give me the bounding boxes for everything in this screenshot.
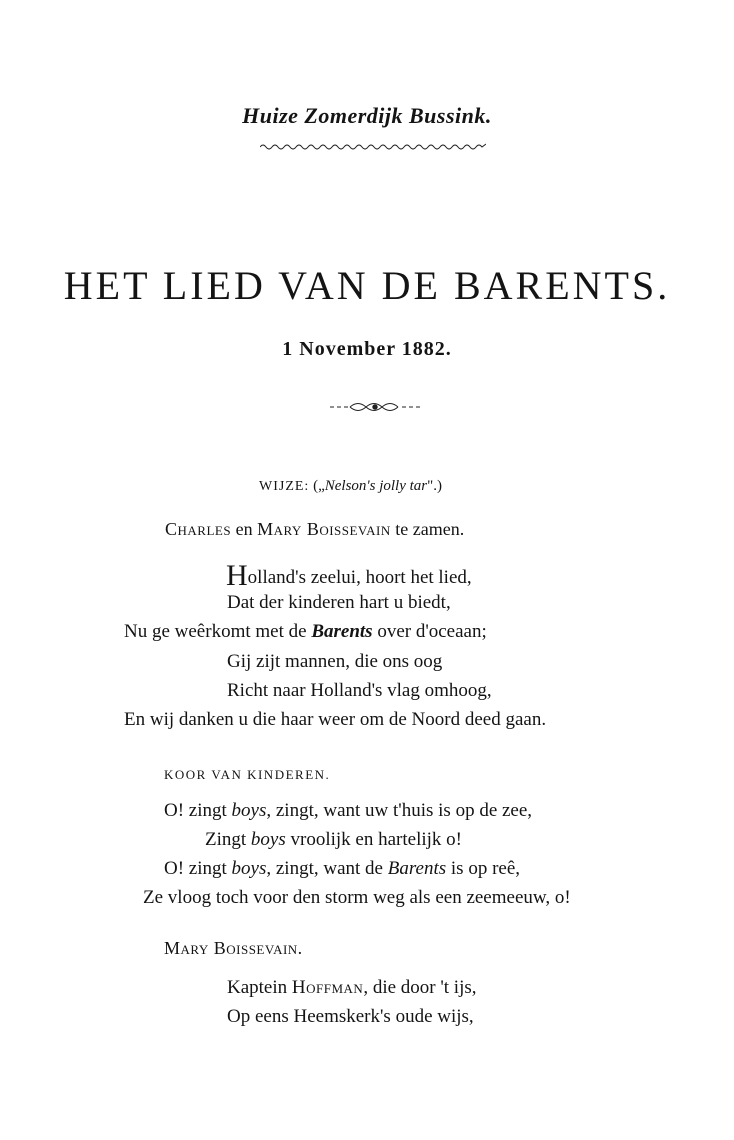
singers-heading — [165, 519, 464, 540]
chorus-line — [164, 800, 532, 822]
chorus-text: vroolijk en hartelijk o! — [285, 829, 462, 850]
verse-line — [124, 621, 487, 643]
ship-name: Barents — [311, 621, 373, 642]
verse-text: over d'oceaan; — [372, 621, 487, 642]
captain-name: Hoffman — [291, 977, 364, 998]
verse-line — [227, 977, 477, 999]
wavy-rule-ornament — [260, 142, 486, 152]
singers-rest: te zamen. — [390, 519, 465, 539]
verse-text: Nu ge weêrkomt met de — [124, 621, 312, 642]
house-heading: Huize Zomerdijk Bussink. — [242, 103, 492, 128]
ship-name: Barents — [387, 858, 447, 879]
verse-line: Gij zijt mannen, die ons oog — [227, 651, 443, 672]
tune-open-paren: („ — [313, 478, 325, 494]
tune-name: Nelson's jolly tar — [324, 478, 428, 494]
verse-text: , die door 't ijs, — [363, 977, 477, 998]
chorus-text: O! zingt — [164, 800, 232, 821]
chorus-line — [205, 829, 462, 851]
emphasis-word: boys — [231, 800, 267, 821]
flourish-ornament — [328, 398, 422, 416]
chorus-heading: KOOR VAN KINDEREN. — [164, 767, 331, 782]
verse-line — [226, 559, 472, 593]
singer-name: Charles — [165, 519, 232, 539]
emphasis-word: boys — [250, 829, 286, 850]
singer-name: Mary Boissevain — [257, 519, 391, 539]
chorus-text: is op reê, — [446, 858, 521, 879]
drop-initial: H — [226, 559, 248, 592]
verse-text: olland's zeelui, hoort het lied, — [247, 567, 472, 588]
tune-close-paren: ".) — [427, 478, 442, 494]
chorus-line: Ze vloog toch voor den storm weg als een zeemeeuw, o! — [143, 887, 571, 908]
tune-label: WIJZE: — [259, 479, 310, 494]
singer-heading: Mary Boissevain. — [164, 938, 303, 958]
verse-line: Op eens Heemskerk's oude wijs, — [227, 1006, 474, 1027]
singers-conj: en — [231, 519, 258, 539]
verse-line: Richt naar Holland's vlag omhoog, — [227, 680, 492, 701]
tune-line — [259, 478, 442, 495]
emphasis-word: boys — [231, 858, 267, 879]
song-title: HET LIED VAN DE BARENTS. — [63, 263, 671, 308]
chorus-text: , zingt, want de — [266, 858, 388, 879]
song-date: 1 November 1882. — [282, 338, 452, 360]
chorus-text: Zingt — [205, 829, 251, 850]
verse-text: Kaptein — [227, 977, 292, 998]
chorus-line — [164, 858, 520, 880]
verse-line: Dat der kinderen hart u biedt, — [227, 592, 451, 613]
chorus-text: , zingt, want uw t'huis is op de zee, — [266, 800, 533, 821]
verse-line: En wij danken u die haar weer om de Noord deed gaan. — [124, 709, 547, 730]
chorus-text: O! zingt — [164, 858, 232, 879]
